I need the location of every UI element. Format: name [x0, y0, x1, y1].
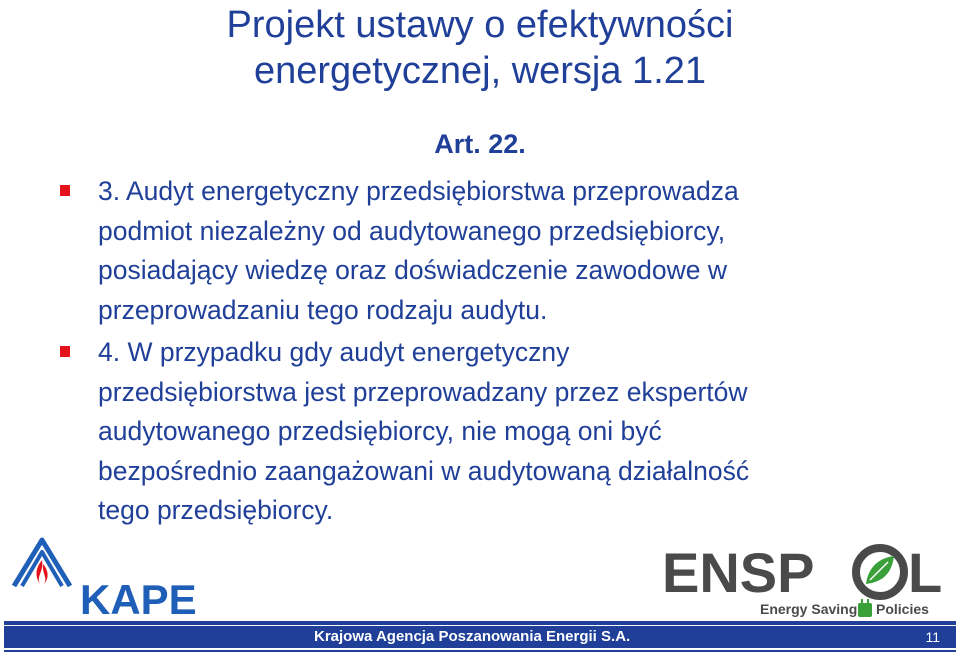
page-number: 11 — [925, 629, 940, 645]
slide-title — [0, 2, 960, 94]
article-heading: Art. 22. — [434, 129, 526, 159]
kape-logo-text: KAPE — [80, 576, 197, 620]
footer-top-line — [4, 621, 956, 625]
plug-icon — [858, 599, 872, 617]
bullet-item — [98, 172, 938, 330]
bullet-text: 3. Audyt energetyczny przedsiębiorstwa przeprowadza podmiot niezależny od audytowanego przedsiębiorcy, posiadający wiedzę oraz doświadczenie zawodowe w przeprowadzaniu tego rodzaju audytu. — [98, 176, 739, 325]
kape-flame-logo-icon — [14, 540, 70, 586]
enspol-tagline-left: Energy Saving — [760, 601, 858, 617]
red-square-bullet-icon — [60, 185, 70, 196]
enspol-logo-text-right: L — [908, 541, 943, 604]
bullet-list — [98, 172, 938, 534]
enspol-logo-text-left: ENSP — [662, 541, 815, 604]
bullet-item — [98, 333, 938, 531]
slide-title-line2: energetycznej, wersja 1.21 — [253, 50, 707, 92]
bullet-text: 4. W przypadku gdy audyt energetyczny przedsiębiorstwa jest przeprowadzany przez ekspertów audytowanego przedsiębiorcy, nie mogą oni być bezpośrednio zaangażowani w audytowaną działalność tego przedsiębiorcy. — [98, 337, 750, 525]
footer-organization: Krajowa Agencja Poszanowania Energii S.A. — [314, 628, 631, 645]
enspol-logo — [662, 540, 952, 622]
enspol-tagline-right: Policies — [876, 601, 929, 617]
slide-title-line1: Projekt ustawy o efektywności — [226, 4, 734, 46]
footer-bottom-line — [4, 650, 956, 652]
red-square-bullet-icon — [60, 346, 70, 357]
kape-logo — [6, 534, 206, 620]
green-leaf-globe-icon — [856, 548, 904, 596]
